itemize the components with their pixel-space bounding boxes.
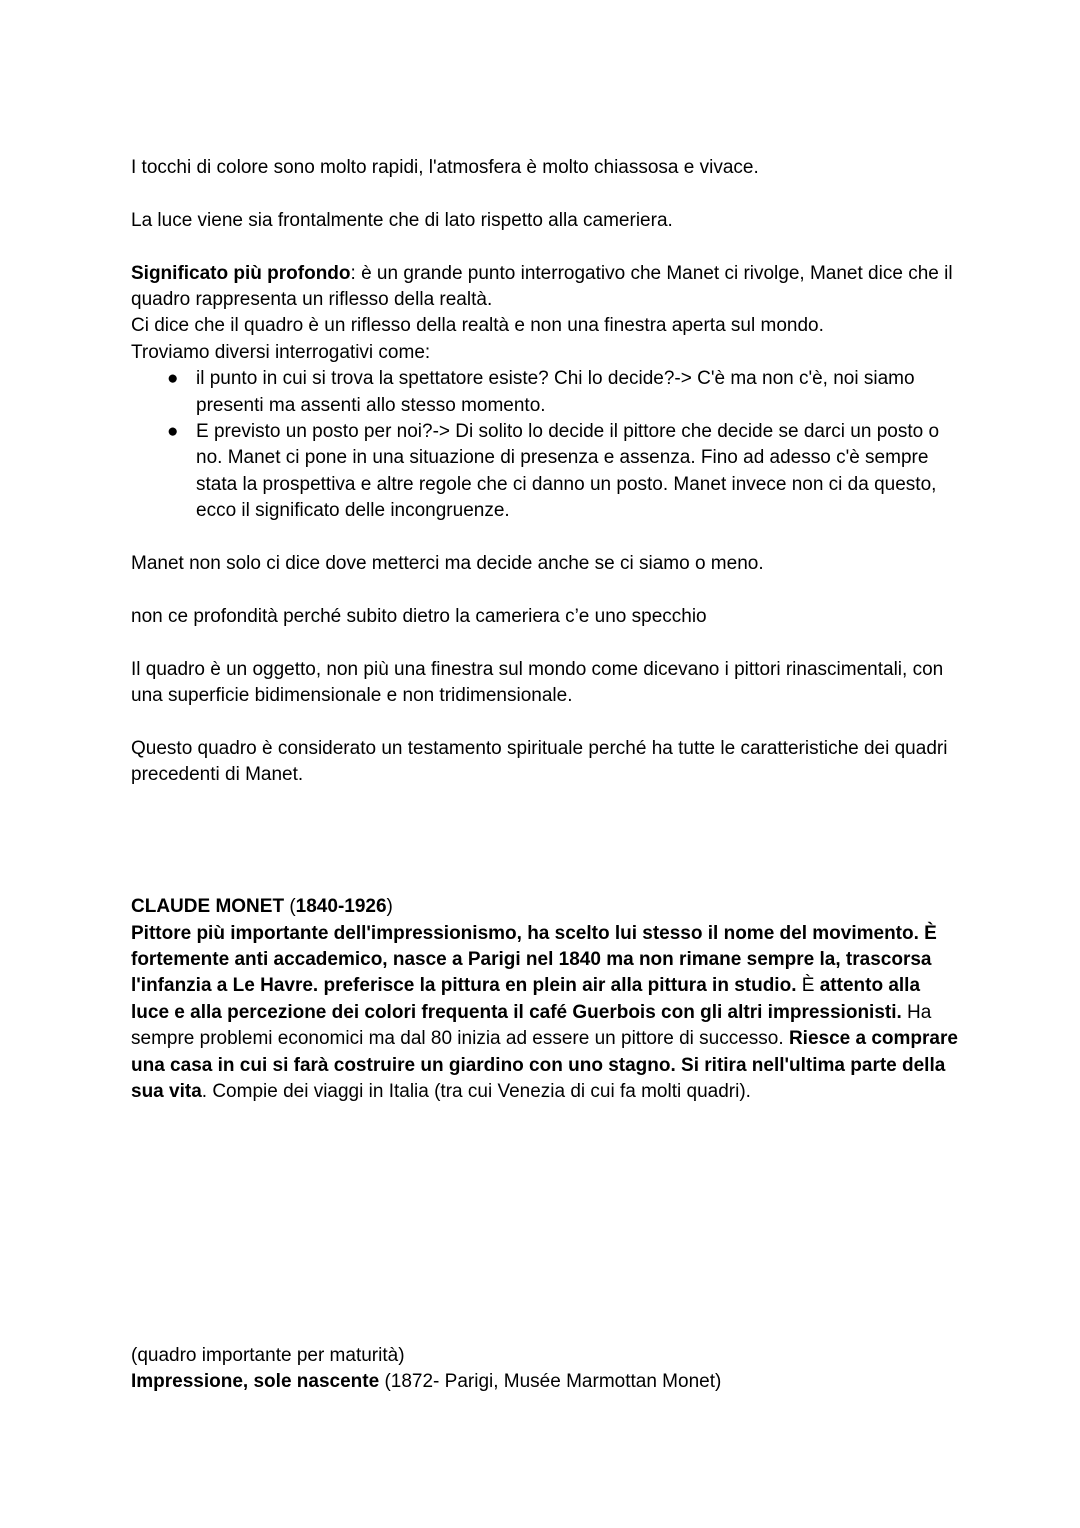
painting-title-line <box>131 1369 961 1395</box>
paragraph-manet-place: Manet non solo ci dice dove metterci ma decide anche se ci siamo o meno. <box>131 553 764 575</box>
paragraph-color-strokes: I tocchi di colore sono molto rapidi, l'atmosfera è molto chiassosa e vivace. <box>131 157 759 178</box>
meaning-heading: Significato più profondo <box>131 262 351 284</box>
monet-dates: 1840-1926 <box>295 896 387 918</box>
meaning-text: : è un grande punto interrogativo che Manet ci rivolge, Manet dice che il quadro rappresenta un riflesso della realtà. <box>131 262 953 310</box>
painting-info: (1872- Parigi, Musée Marmottan Monet) <box>379 1371 722 1393</box>
paragraph-testament: Questo quadro è considerato un testamento spirituale perché ha tutte le caratteristiche dei quadri precedenti di Manet. <box>131 737 948 786</box>
list-item <box>131 366 961 419</box>
monet-heading: CLAUDE MONET (1840-1926) <box>131 896 393 918</box>
bullet-icon: ● <box>167 421 179 443</box>
paragraph-meaning <box>131 261 961 314</box>
paragraph-depth: non ce profondità perché subito dietro la cameriera c’e uno specchio <box>131 605 707 627</box>
bullet-icon: ● <box>167 368 179 390</box>
list-item-text: il punto in cui si trova la spettatore esiste? Chi lo decide?-> C'è ma non c'è, noi siamo presenti ma assenti allo stesso momento. <box>196 368 915 416</box>
painting-title: Impressione, sole nascente <box>131 1371 380 1393</box>
list-item-text: E previsto un posto per noi?-> Di solito lo decide il pittore che decide se darci un posto o no. Manet ci pone in una situazione di presenza e assenza. Fino ad adesso c'è sempre stata la prospettiva e altre regole che ci danno un posto. Manet invece non ci da questo, ecco il significato delle incongruenze. <box>196 421 940 522</box>
paragraph-light: La luce viene sia frontalmente che di lato rispetto alla cameriera. <box>131 209 673 231</box>
monet-name: CLAUDE MONET <box>131 896 285 918</box>
document-page <box>131 155 961 1396</box>
monet-biography: Pittore più importante dell'impressionismo, ha scelto lui stesso il nome del movimento. È fortemente anti accademico, nasce a Parigi nel 1840 ma non rimane sempre la, trascorsa l'infanzia a Le Havre. preferisce la pittura en plein air alla pittura in studio. È attento alla luce e alla percezione dei colori frequenta il café Guerbois con gli altri impressionisti. Ha sempre problemi economici ma dal 80 inizia ad essere un pittore di successo. Riesce a comprare una casa in cui si farà costruire un giardino con uno stagno. Si ritira nell'ultima parte della sua vita. Compie dei viaggi in Italia (tra cui Venezia di cui fa molti quadri). <box>131 922 958 1103</box>
list-item <box>131 419 961 525</box>
questions-list <box>131 366 961 524</box>
paragraph-object: Il quadro è un oggetto, non più una finestra sul mondo come dicevano i pittori rinascimentali, con una superficie bidimensionale e non tridimensionale. <box>131 658 944 707</box>
maturity-note: (quadro importante per maturità) <box>131 1344 405 1366</box>
paragraph-reflection: Ci dice che il quadro è un riflesso della realtà e non una finestra aperta sul mondo. <box>131 315 824 337</box>
paragraph-questions-intro: Troviamo diversi interrogativi come: <box>131 341 431 363</box>
